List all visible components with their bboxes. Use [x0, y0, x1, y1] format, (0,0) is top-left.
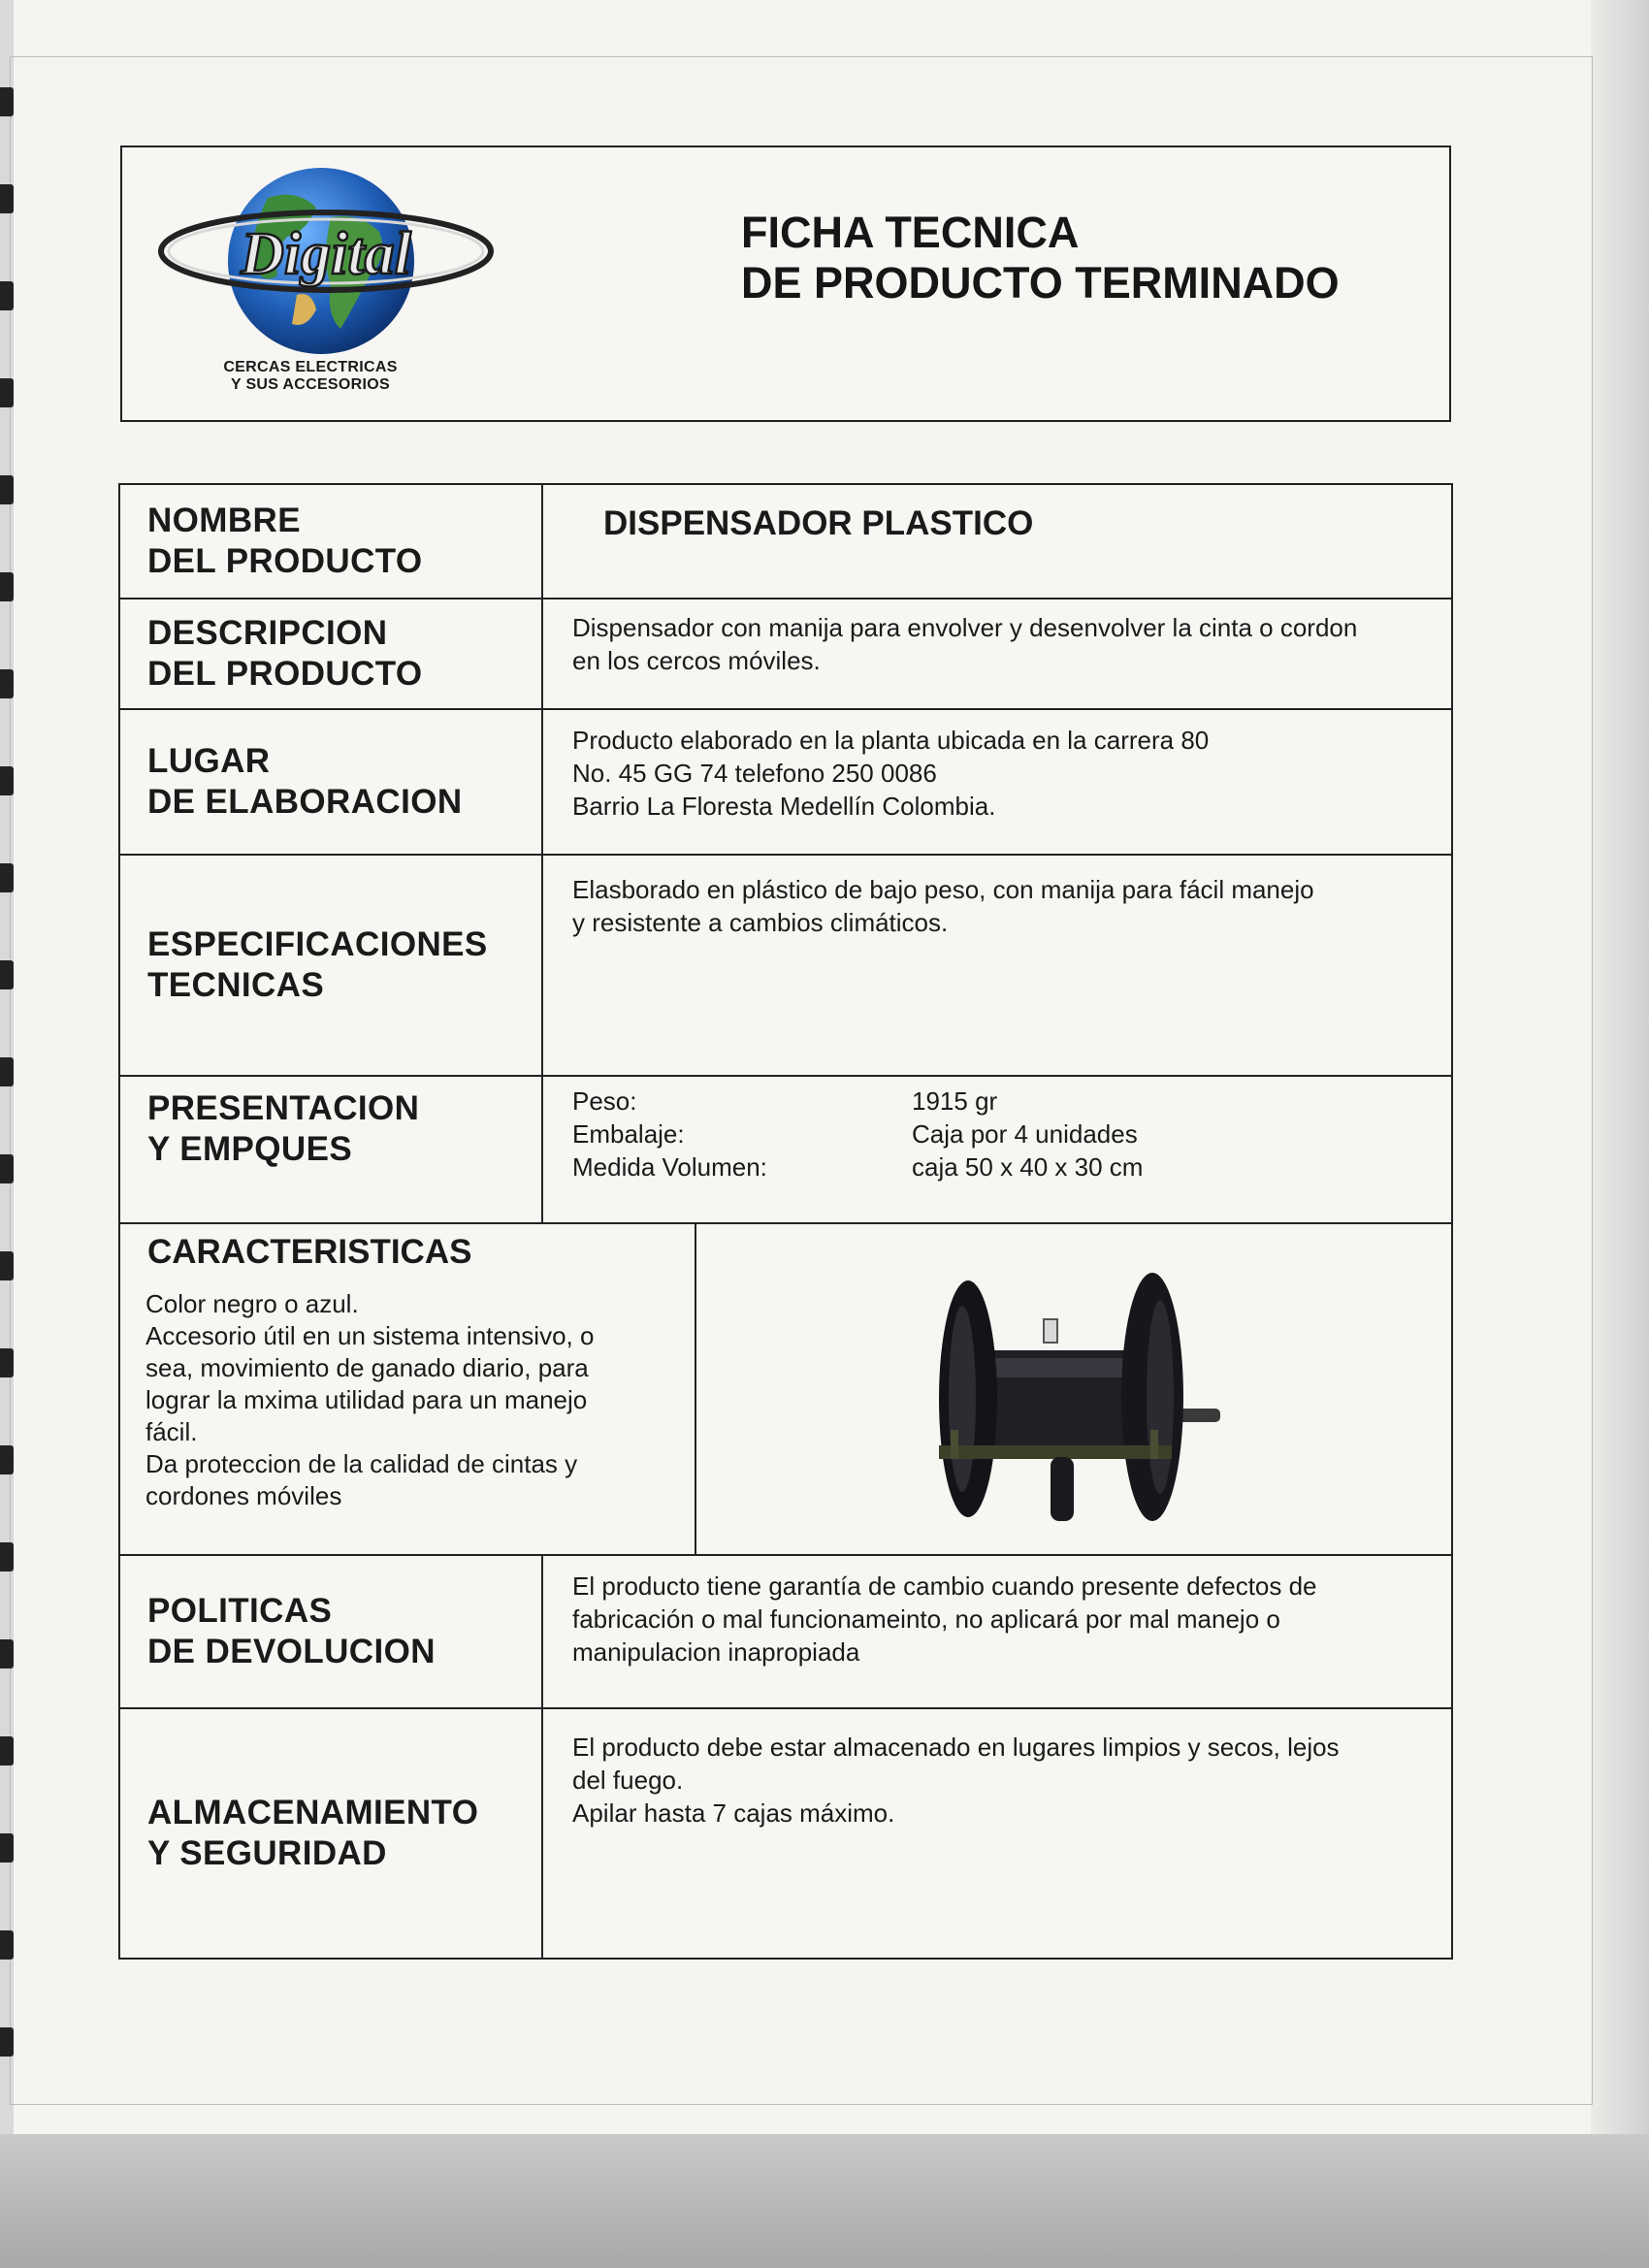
label-line: DEL PRODUCTO: [147, 542, 423, 580]
title-line: DE PRODUCTO TERMINADO: [741, 258, 1340, 308]
presentation-grid: [572, 1085, 1430, 1183]
label-line: DE DEVOLUCION: [147, 1633, 436, 1670]
product-photo-cell: [695, 1223, 1452, 1555]
table-row-politicas: [119, 1555, 1452, 1708]
binding-ring: [0, 572, 14, 601]
binding-ring: [0, 1348, 14, 1377]
volume-label: Medida Volumen:: [572, 1152, 767, 1182]
label-line: NOMBRE: [147, 502, 301, 539]
binding-ring: [0, 1736, 14, 1766]
product-sheet-table: [118, 483, 1453, 1960]
label-line: Y EMPQUES: [147, 1130, 353, 1168]
storage-text: [542, 1708, 1452, 1959]
text-line: No. 45 GG 74 telefono 250 0086: [572, 759, 937, 788]
binding-ring: [0, 184, 14, 213]
label-line: LUGAR: [147, 742, 271, 780]
text-line: El producto debe estar almacenado en lugares limpios y secos, lejos: [572, 1733, 1340, 1762]
text-line: del fuego.: [572, 1766, 684, 1795]
text-line: cordones móviles: [146, 1481, 342, 1510]
table-row-nombre: [119, 484, 1452, 599]
table-row-especificaciones: [119, 855, 1452, 1076]
logo-caption-line: Y SUS ACCESORIOS: [231, 376, 390, 393]
text-line: Accesorio útil en un sistema intensivo, o: [146, 1321, 595, 1350]
text-line: y resistente a cambios climáticos.: [572, 908, 949, 937]
page-edge: [1591, 0, 1649, 2268]
reel-frame: [939, 1445, 1172, 1459]
text-line: Da proteccion de la calidad de cintas y: [146, 1449, 578, 1478]
table-row-almacenamiento: [119, 1708, 1452, 1959]
title-line: FICHA TECNICA: [741, 208, 1080, 257]
text-line: Barrio La Floresta Medellín Colombia.: [572, 792, 996, 821]
label-line: DEL PRODUCTO: [147, 655, 423, 693]
product-photo: [696, 1224, 1451, 1554]
characteristics-cell: [119, 1223, 695, 1555]
binding-ring: [0, 1445, 14, 1474]
binding-ring: [0, 1639, 14, 1669]
label-nombre: [119, 484, 542, 599]
text-line: fabricación o mal funcionameinto, no aplicará por mal manejo o: [572, 1604, 1280, 1634]
specifications-text: [542, 855, 1452, 1076]
binding-ring: [0, 669, 14, 698]
table-row-presentacion: [119, 1076, 1452, 1223]
text-line: Color negro o azul.: [146, 1289, 359, 1318]
page-title: [741, 208, 1340, 308]
binding-ring: [0, 1251, 14, 1280]
binding-ring: [0, 475, 14, 504]
globe-logo-icon: [151, 159, 501, 363]
location-text: [542, 709, 1452, 855]
text-line: lograr la mxima utilidad para un manejo: [146, 1385, 588, 1414]
label-line: ALMACENAMIENTO: [147, 1794, 479, 1831]
label-line: ESPECIFICACIONES: [147, 925, 488, 963]
binding-ring: [0, 378, 14, 407]
label-presentacion: [119, 1076, 542, 1223]
text-line: Dispensador con manija para envolver y desenvolver la cinta o cordon: [572, 613, 1358, 642]
packaging-label: Embalaje:: [572, 1119, 685, 1149]
label-politicas: [119, 1555, 542, 1708]
table-row-caracteristicas: [119, 1223, 1452, 1555]
label-descripcion: [119, 599, 542, 709]
label-line: TECNICAS: [147, 966, 325, 1004]
text-line: Producto elaborado en la planta ubicada en la carrera 80: [572, 726, 1210, 755]
label-especificaciones: [119, 855, 542, 1076]
binding-ring: [0, 2027, 14, 2057]
text-line: Elasborado en plástico de bajo peso, con manija para fácil manejo: [572, 875, 1314, 904]
packaging-value: Caja por 4 unidades: [912, 1119, 1138, 1149]
binding-ring: [0, 1930, 14, 1960]
table-row-descripcion: [119, 599, 1452, 709]
text-line: en los cercos móviles.: [572, 646, 821, 675]
description-text: [542, 599, 1452, 709]
label-line: Y SEGURIDAD: [147, 1834, 387, 1872]
text-line: Apilar hasta 7 cajas máximo.: [572, 1798, 895, 1828]
table-row-lugar: [119, 709, 1452, 855]
weight-label: Peso:: [572, 1086, 637, 1116]
logo-caption-line: CERCAS ELECTRICAS: [223, 359, 398, 375]
label-lugar: [119, 709, 542, 855]
characteristics-text: [120, 1288, 695, 1512]
header-box: [120, 146, 1451, 422]
volume-value: caja 50 x 40 x 30 cm: [912, 1152, 1144, 1182]
weight-value: 1915 gr: [912, 1086, 998, 1116]
binding-ring: [0, 1542, 14, 1571]
binding-ring: [0, 87, 14, 116]
label-almacenamiento: [119, 1708, 542, 1959]
text-line: fácil.: [146, 1417, 198, 1446]
binding-ring: [0, 1833, 14, 1863]
reel-dispenser-image: [696, 1224, 1453, 1554]
presentation-details: [542, 1076, 1452, 1223]
label-line: POLITICAS: [147, 1592, 333, 1630]
label-caracteristicas: CARACTERISTICAS: [147, 1233, 472, 1271]
text-line: El producto tiene garantía de cambio cuando presente defectos de: [572, 1571, 1317, 1601]
product-name: [542, 484, 1452, 599]
label-line: DE ELABORACION: [147, 783, 463, 821]
binding-ring: [0, 960, 14, 989]
scanner-background: [0, 2134, 1649, 2268]
binding-ring: [0, 1154, 14, 1183]
binding-ring: [0, 281, 14, 310]
return-policy-text: [542, 1555, 1452, 1708]
text-line: sea, movimiento de ganado diario, para: [146, 1353, 589, 1382]
reel-clip: [1044, 1319, 1057, 1343]
product-name-value: DISPENSADOR PLASTICO: [603, 504, 1034, 542]
label-line: PRESENTACION: [147, 1089, 420, 1127]
logo-wordmark: Digital: [241, 221, 411, 287]
label-line: DESCRIPCION: [147, 614, 388, 652]
text-line: manipulacion inapropiada: [572, 1637, 860, 1667]
binding-ring: [0, 863, 14, 892]
binding-ring: [0, 766, 14, 795]
binding-ring: [0, 1057, 14, 1086]
reel-handle: [1051, 1457, 1074, 1521]
logo-caption: [165, 359, 456, 394]
